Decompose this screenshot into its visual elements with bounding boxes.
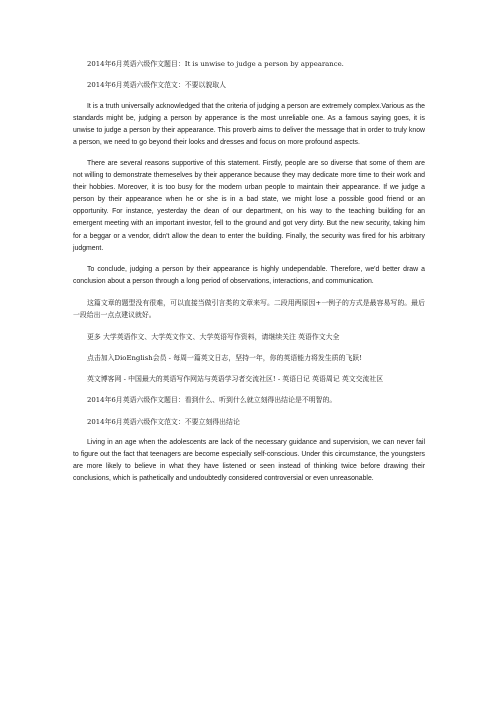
essay-1-paragraph-2: There are several reasons supportive of this statement. Firstly, people are so diverse that some of them are not willing to demonstrate themeselves by their apperance because they may dedicate more time to their work and their hobbies. Moreover, it is too busy for the modern urban people to maintain their appearance. If we judge a person by their appearance when he or she is in a bad state, we might lose a possible good friend or an opportunity. For instance, yesterday the dean of our department, on his way to the teaching building for an emergent meeting with an important investor, fell to the ground and got very dirty. But the new security, taking him for a beggar or a vendor, didn't allow the dean to enter the building. Finally, the security was fired for his arbitrary judgment.	[73, 160, 425, 252]
membership-promo: 点击加入DioEnglish会员 - 每周一篇英文日志，坚持一年，你的英语能力将发生质的飞跃!	[87, 353, 363, 362]
essay-2-title-line: 2014年6月英语六级作文题目：看到什么、听到什么就立刻得出结论是不明智的。	[87, 396, 337, 405]
blog-site-promo: 英文博客网 - 中国最大的英语写作网站与英语学习者交流社区! - 英语日记 英语周记 英文交流社区	[87, 375, 384, 384]
essay-1-commentary: 这篇文章的题型没有很难，可以直接当做引言类的文章来写。二段用两原因+一例子的方式是最容易写的。最后一段给出一点点建议就好。	[73, 299, 425, 320]
essay-2-paragraph-1: Living in an age when the adolescents are lack of the necessary guidance and supervision, we can never fail to figure out the fact that teenagers are become especially self-conscious. Under this circumstance, the youngsters are more likely to believe in what they have listened or seen instead of thinking twice before drawing their conclusions, which is pathetically and undoubtedly considered controversial or even unreasonable.	[73, 438, 425, 483]
document-body	[73, 58, 425, 494]
essay-1-sample-heading: 2014年6月英语六级作文范文：不要以貌取人	[87, 81, 227, 90]
essay-2-sample-heading: 2014年6月英语六级作文范文：不要立刻得出结论	[87, 417, 240, 426]
essay-1-title-line: 2014年6月英语六级作文题目：It is unwise to judge a person by appearance.	[87, 60, 344, 68]
essay-1-paragraph-1: It is a truth universally acknowledged that the criteria of judging a person are extremely complex.Various as the standards might be, judging a person by apperance is the most unreliable one. As a famous saying goes, it is unwise to judge a person by their appearance. This proverb aims to deliver the message that in order to truly know a person, we need to go beyond their looks and dresses and focus on more profound aspects.	[73, 102, 425, 146]
more-resources-line: 更多 大学英语作文、大学英文作文、大学英语写作资料，请继续关注 英语作文大全	[87, 332, 340, 341]
essay-1-paragraph-3: To conclude, judging a person by their appearance is highly undependable. Therefore, we'd better draw a conclusion about a person through a long period of observations, interactions, and communication.	[73, 265, 425, 285]
